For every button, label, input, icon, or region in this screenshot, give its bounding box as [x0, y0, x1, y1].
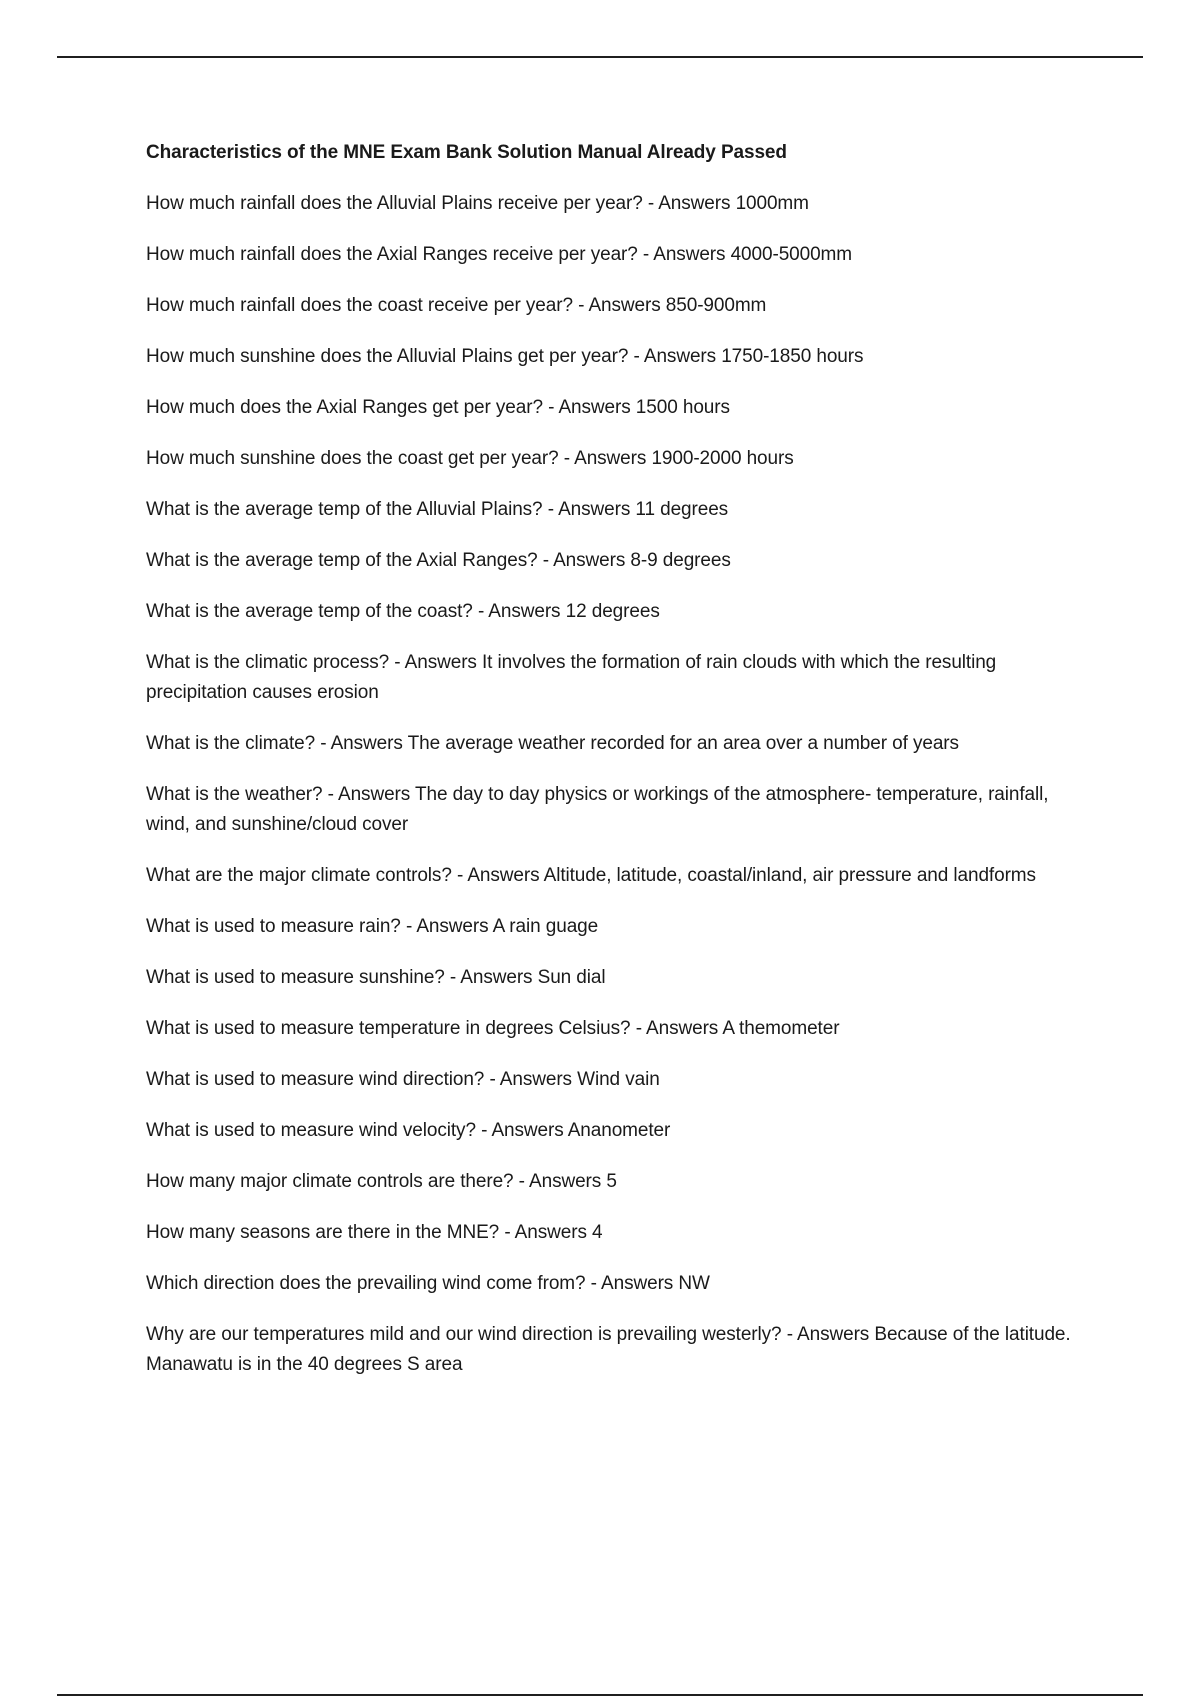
- qa-item: What is used to measure temperature in degrees Celsius? - Answers A themometer: [146, 1018, 840, 1039]
- qa-item: How much rainfall does the coast receive per year? - Answers 850-900mm: [146, 295, 767, 316]
- qa-item: Which direction does the prevailing wind come from? - Answers NW: [146, 1273, 710, 1294]
- qa-item: What is the average temp of the coast? - Answers 12 degrees: [146, 601, 660, 622]
- document-title: Characteristics of the MNE Exam Bank Solution Manual Already Passed: [146, 142, 787, 163]
- qa-item: How much rainfall does the Axial Ranges receive per year? - Answers 4000-5000mm: [146, 244, 853, 265]
- qa-item: What is used to measure wind velocity? - Answers Ananometer: [146, 1120, 671, 1141]
- qa-item: How many major climate controls are there? - Answers 5: [146, 1171, 617, 1192]
- qa-item: What is the average temp of the Axial Ranges? - Answers 8-9 degrees: [146, 550, 731, 571]
- qa-item: How much does the Axial Ranges get per year? - Answers 1500 hours: [146, 397, 730, 418]
- qa-item: What is the average temp of the Alluvial Plains? - Answers 11 degrees: [146, 499, 729, 520]
- document-body: [146, 141, 1096, 1401]
- qa-item: What is the climate? - Answers The average weather recorded for an area over a number of years: [146, 733, 959, 754]
- qa-item: How much rainfall does the Alluvial Plains receive per year? - Answers 1000mm: [146, 193, 809, 214]
- qa-item: How many seasons are there in the MNE? - Answers 4: [146, 1222, 603, 1243]
- qa-item: What is the climatic process? - Answers It involves the formation of rain clouds with which the resulting precipitation causes erosion: [146, 652, 997, 703]
- qa-item: How much sunshine does the coast get per year? - Answers 1900-2000 hours: [146, 448, 794, 469]
- header-rule: [57, 56, 1143, 58]
- qa-item: What is the weather? - Answers The day to day physics or workings of the atmosphere- temperature, rainfall, wind, and sunshine/cloud cover: [146, 784, 1049, 835]
- qa-item: What are the major climate controls? - Answers Altitude, latitude, coastal/inland, air pressure and landforms: [146, 865, 1036, 886]
- qa-item: What is used to measure sunshine? - Answers Sun dial: [146, 967, 606, 988]
- qa-item: What is used to measure wind direction? - Answers Wind vain: [146, 1069, 660, 1090]
- qa-item: How much sunshine does the Alluvial Plains get per year? - Answers 1750-1850 hours: [146, 346, 864, 367]
- qa-item: Why are our temperatures mild and our wind direction is prevailing westerly? - Answers Because of the latitude. Manawatu is in the 40 degrees S area: [146, 1324, 1071, 1375]
- footer-rule: [57, 1694, 1143, 1696]
- qa-list: [146, 189, 1096, 1380]
- qa-item: What is used to measure rain? - Answers A rain guage: [146, 916, 599, 937]
